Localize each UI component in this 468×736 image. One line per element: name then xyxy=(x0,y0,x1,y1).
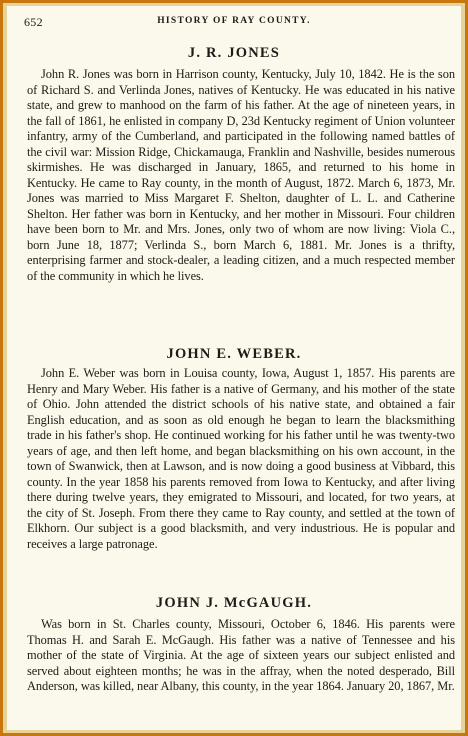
page-border xyxy=(3,3,465,733)
book-page xyxy=(7,6,461,730)
running-title: HISTORY OF RAY COUNTY. xyxy=(157,16,311,26)
section-heading-weber: JOHN E. WEBER. xyxy=(166,346,302,362)
section-heading-jones: J. R. JONES xyxy=(187,45,281,61)
section-text-weber: John E. Weber was born in Louisa county, Iowa, August 1, 1857. His parents are Henry and Mary Weber. His father is a native of Germany, and his mother of the state of Ohio. John attended the district schools of his native state, and obtained a fair English education, and as soon as old enough he began to learn the blacksmithing trade in his father's shop. He continued working for his father until he was twenty-two years of age, and then left home, and began blacksmithing on his own account, in the town of Swanwick, then at Lawson, and is now doing a good business at Vibbard, this county. In the year 1858 his parents removed from Iowa to Kentucky, and after living there during twelve years, they emigrated to Missouri, and located, for two years, at the city of St. Joseph. From there they came to Ray county, and settled at the town of Elkhorn. Our subject is a good blacksmith, and very industrious. He is popular and receives a large patronage. xyxy=(27,366,455,551)
section-text-jones: John R. Jones was born in Harrison county, Kentucky, July 10, 1842. He is the son of Richard S. and Verlinda Jones, natives of Kentucky. He was educated in his native state, and grew to manhood on the farm of his father. At the age of nineteen years, in the fall of 1861, he enlisted in company D, 23d Kentucky regiment of Union volunteer infantry, army of the Cumberland, and participated in the following named battles of the civil war: Mission Ridge, Chickamauga, Franklin and Nashville, besides numerous skirmishes. He was discharged in January, 1865, and returned to his home in Kentucky. He came to Ray county, in the month of August, 1872. March 6, 1873, Mr. Jones was married to Miss Margaret F. Shelton, daughter of L. L. and Catherine Shelton. Her father was born in Kentucky, and her mother in Missouri. Four children have been born to Mr. and Mrs. Jones, only two of whom are now living: Viola C., born June 18, 1877; Verlinda S., born March 6, 1881. Mr. Jones is a thrifty, enterprising farmer and stock-dealer, a leading citizen, and a much respected member of the community in which he lives. xyxy=(27,67,455,283)
section-heading-mcgaugh: JOHN J. McGAUGH. xyxy=(155,595,313,611)
running-header xyxy=(7,15,461,29)
section-text-mcgaugh: Was born in St. Charles county, Missouri, October 6, 1846. His parents were Thomas H. and Sarah E. McGaugh. His father was a native of Tennessee and his mother of the state of Virginia. At the age of sixteen years our subject enlisted and served about eighteen months; he was in the affray, when the noted desperado, Bill Anderson, was killed, near Albany, this county, in the year 1864. January 20, 1867, Mr. xyxy=(27,617,455,693)
page-number: 652 xyxy=(24,15,43,29)
